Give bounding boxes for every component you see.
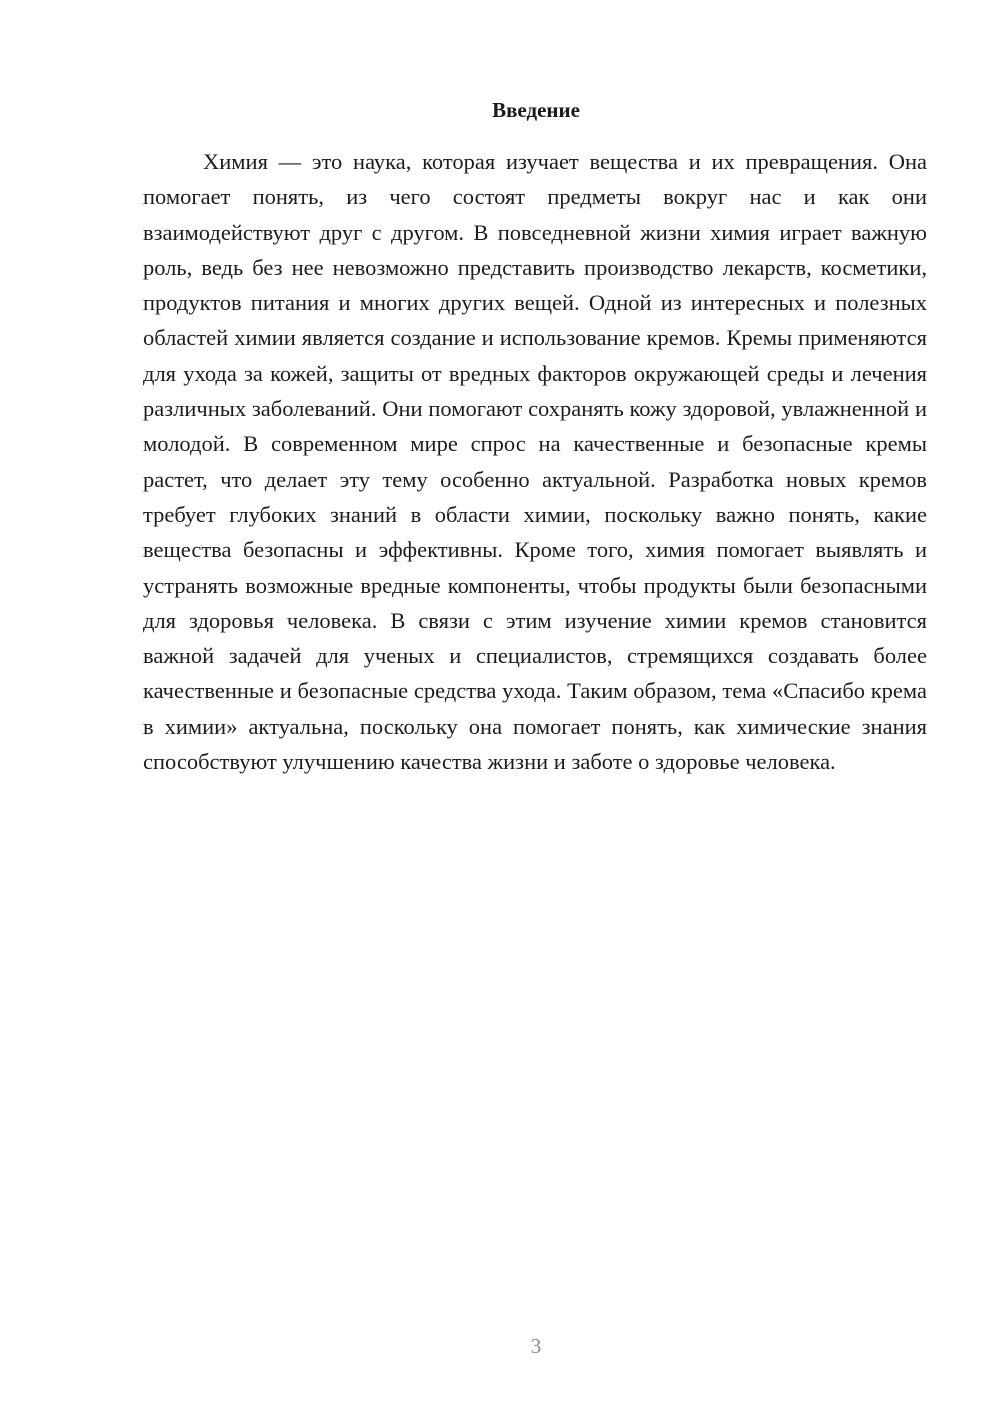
section-title: Введение (492, 98, 580, 122)
introduction-paragraph: Химия — это наука, которая изучает вещества и их превращения. Она помогает понять, из чего состоят предметы вокруг нас и как они взаимодействуют друг с другом. В повседневной жизни химия играет важную роль, ведь без нее невозможно представить производство лекарств, косметики, продуктов питания и многих других вещей. Одной из интересных и полезных областей химии является создание и использование кремов. Кремы применяются для ухода за кожей, защиты от вредных факторов окружающей среды и лечения различных заболеваний. Они помогают сохранять кожу здоровой, увлажненной и молодой. В современном мире спрос на качественные и безопасные кремы растет, что делает эту тему особенно актуальной. Разработка новых кремов требует глубоких знаний в области химии, поскольку важно понять, какие вещества безопасны и эффективны. Кроме того, химия помогает выявлять и устранять возможные вредные компоненты, чтобы продукты были безопасными для здоровья человека. В связи с этим изучение химии кремов становится важной задачей для ученых и специалистов, стремящихся создавать более качественные и безопасные средства ухода. Таким образом, тема «Спасибо крема в химии» актуальна, поскольку она помогает понять, как химические знания способствуют улучшению качества жизни и заботе о здоровье человека. (143, 149, 927, 775)
page-number: 3 (530, 1334, 542, 1358)
